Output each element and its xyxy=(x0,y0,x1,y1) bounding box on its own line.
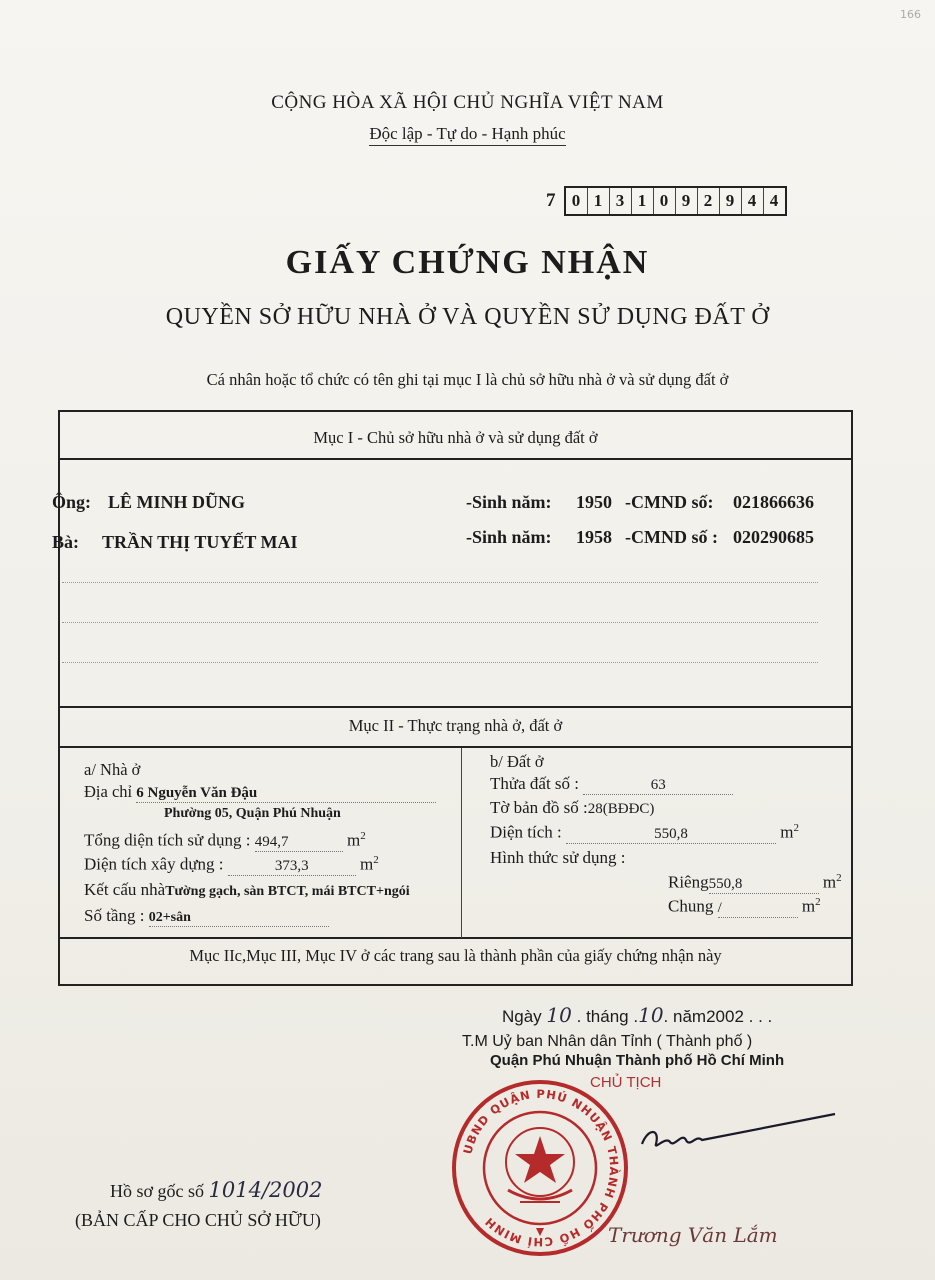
total-area-label: Tổng diện tích sử dụng : xyxy=(84,830,251,850)
serial-digit-box xyxy=(564,186,787,216)
owner1-birth-year: 1950 xyxy=(576,492,612,512)
issue-date: Ngày 10 . tháng .10. năm2002 . . . xyxy=(502,1003,773,1027)
serial-prefix: 7 xyxy=(546,190,556,211)
authority-line2: Quận Phú Nhuận Thành phố Hồ Chí Minh xyxy=(490,1052,785,1069)
date-prefix: Ngày xyxy=(502,1007,542,1026)
unit-m: m xyxy=(346,830,361,850)
land-area-value: 550,8 xyxy=(566,826,776,844)
unit-m: m xyxy=(801,896,816,916)
parcel-row xyxy=(490,774,733,795)
unit-m: m xyxy=(822,872,837,892)
structure-label: Kết cấu nhà xyxy=(84,880,166,899)
build-area-row xyxy=(84,854,379,876)
unit-exp: 2 xyxy=(373,854,379,866)
serial-digit: 3 xyxy=(610,188,632,214)
unit-exp: 2 xyxy=(836,872,842,884)
dossier-number: 1014/2002 xyxy=(208,1178,323,1202)
corner-mark: 166 xyxy=(900,8,921,21)
shared-label: Chung xyxy=(668,896,714,916)
shared-value: / xyxy=(718,900,798,918)
blank-line xyxy=(62,582,818,583)
date-day: 10 xyxy=(546,1003,572,1027)
official-seal xyxy=(450,1078,630,1258)
divider xyxy=(58,937,853,939)
serial-digit: 4 xyxy=(769,191,779,210)
section1-heading: Mục I - Chủ sở hữu nhà ở và sử dụng đất ở xyxy=(313,428,598,447)
motto xyxy=(0,124,935,144)
floors-row xyxy=(84,906,329,927)
date-year-label: năm xyxy=(673,1007,707,1026)
private-row xyxy=(668,872,842,894)
dossier-label: Hồ sơ gốc số xyxy=(110,1181,205,1201)
date-year: 2002 xyxy=(706,1007,744,1026)
total-area-value: 494,7 xyxy=(255,834,343,852)
owner2-id-label: -CMND số : xyxy=(625,527,718,547)
divider xyxy=(58,458,853,460)
signature xyxy=(630,1110,840,1160)
address-row xyxy=(84,782,436,803)
land-area-label: Diện tích : xyxy=(490,822,562,842)
column-divider xyxy=(461,748,462,938)
owner1-title: Ông: xyxy=(52,492,92,512)
serial-digit: 1 xyxy=(632,188,654,214)
address-line1: 6 Nguyễn Văn Đậu xyxy=(136,785,436,803)
owner2-title: Bà: xyxy=(52,532,79,552)
serial-digit: 0 xyxy=(654,188,676,214)
owner2-name: TRẦN THỊ TUYẾT MAI xyxy=(102,532,298,552)
unit-m: m xyxy=(780,822,794,842)
owner2-id-number: 020290685 xyxy=(733,527,814,547)
shared-row xyxy=(668,896,821,918)
dossier-row xyxy=(110,1178,323,1202)
map-label: Tờ bản đồ số : xyxy=(490,798,588,817)
owner1-name: LÊ MINH DŨNG xyxy=(108,492,246,512)
nation-header: CỘNG HÒA XÃ HỘI CHỦ NGHĨA VIỆT NAM xyxy=(271,92,664,113)
unit-exp: 2 xyxy=(360,830,366,842)
map-row xyxy=(490,798,654,818)
certificate-subtitle: QUYỀN SỞ HỮU NHÀ Ở VÀ QUYỀN SỬ DỤNG ĐẤT Ở xyxy=(165,304,770,330)
owner1-id-number: 021866636 xyxy=(733,492,814,512)
divider xyxy=(58,746,853,748)
build-area-value: 373,3 xyxy=(228,858,356,876)
serial-digit: 9 xyxy=(676,188,698,214)
serial-digit: 9 xyxy=(720,188,742,214)
serial-digit: 0 xyxy=(566,188,588,214)
address-line2: Phường 05, Quận Phú Nhuận xyxy=(164,806,341,821)
structure-row xyxy=(84,880,410,900)
unit-m: m xyxy=(360,854,374,874)
parcel-value: 63 xyxy=(583,777,733,795)
private-label: Riêng xyxy=(668,872,709,892)
total-area-row xyxy=(84,830,366,852)
footer-note: Mục IIc,Mục III, Mục IV ở các trang sau là thành phần của giấy chứng nhận này xyxy=(189,946,722,965)
authority-line1: T.M Uỷ ban Nhân dân Tỉnh ( Thành phố ) xyxy=(462,1033,753,1050)
build-area-label: Diện tích xây dựng : xyxy=(84,854,224,874)
floors-value: 02+sân xyxy=(149,910,329,927)
land-label: b/ Đất ở xyxy=(490,752,544,771)
seal-text: UBND QUẬN PHÚ NHUẬN THÀNH PHỐ HỒ CHÍ MINH xyxy=(460,1086,622,1250)
divider xyxy=(58,706,853,708)
unit-exp: 2 xyxy=(793,822,799,834)
motto-text: Độc lập - Tự do - Hạnh phúc xyxy=(369,124,565,146)
house-label: a/ Nhà ở xyxy=(84,760,141,779)
parcel-label: Thửa đất số : xyxy=(490,774,580,793)
section2-heading: Mục II - Thực trạng nhà ở, đất ở xyxy=(348,716,563,735)
date-month: 10 xyxy=(638,1003,664,1027)
serial-number xyxy=(546,186,787,216)
signer-name: Trương Văn Lắm xyxy=(608,1223,778,1247)
intro-text: Cá nhân hoặc tổ chức có tên ghi tại mục I là chủ sở hữu nhà ở và sử dụng đất ở xyxy=(206,370,729,389)
owner2-birth-year: 1958 xyxy=(576,527,612,547)
owner1-birth-label: -Sinh năm: xyxy=(466,492,552,512)
authority-title: CHỦ TỊCH xyxy=(590,1074,662,1091)
structure-value: Tường gạch, sàn BTCT, mái BTCT+ngói xyxy=(165,884,410,899)
date-month-label: tháng xyxy=(586,1007,629,1026)
owner1-id-label: -CMND số: xyxy=(625,492,714,512)
serial-digit: 1 xyxy=(588,188,610,214)
copy-note: (BẢN CẤP CHO CHỦ SỞ HỮU) xyxy=(75,1210,321,1230)
address-label: Địa chỉ xyxy=(84,782,133,801)
owner2-birth-label: -Sinh năm: xyxy=(466,527,552,547)
blank-line xyxy=(62,622,818,623)
blank-line xyxy=(62,662,818,663)
floors-label: Số tầng : xyxy=(84,906,145,925)
serial-digit: 4 xyxy=(742,188,764,214)
unit-exp: 2 xyxy=(815,896,821,908)
usage-label: Hình thức sử dụng : xyxy=(490,848,626,867)
serial-digit: 2 xyxy=(698,188,720,214)
certificate-title: GIẤY CHỨNG NHẬN xyxy=(285,244,650,281)
land-area-row xyxy=(490,822,799,844)
private-value: 550,8 xyxy=(709,876,819,894)
map-value: 28(BĐĐC) xyxy=(587,801,655,817)
